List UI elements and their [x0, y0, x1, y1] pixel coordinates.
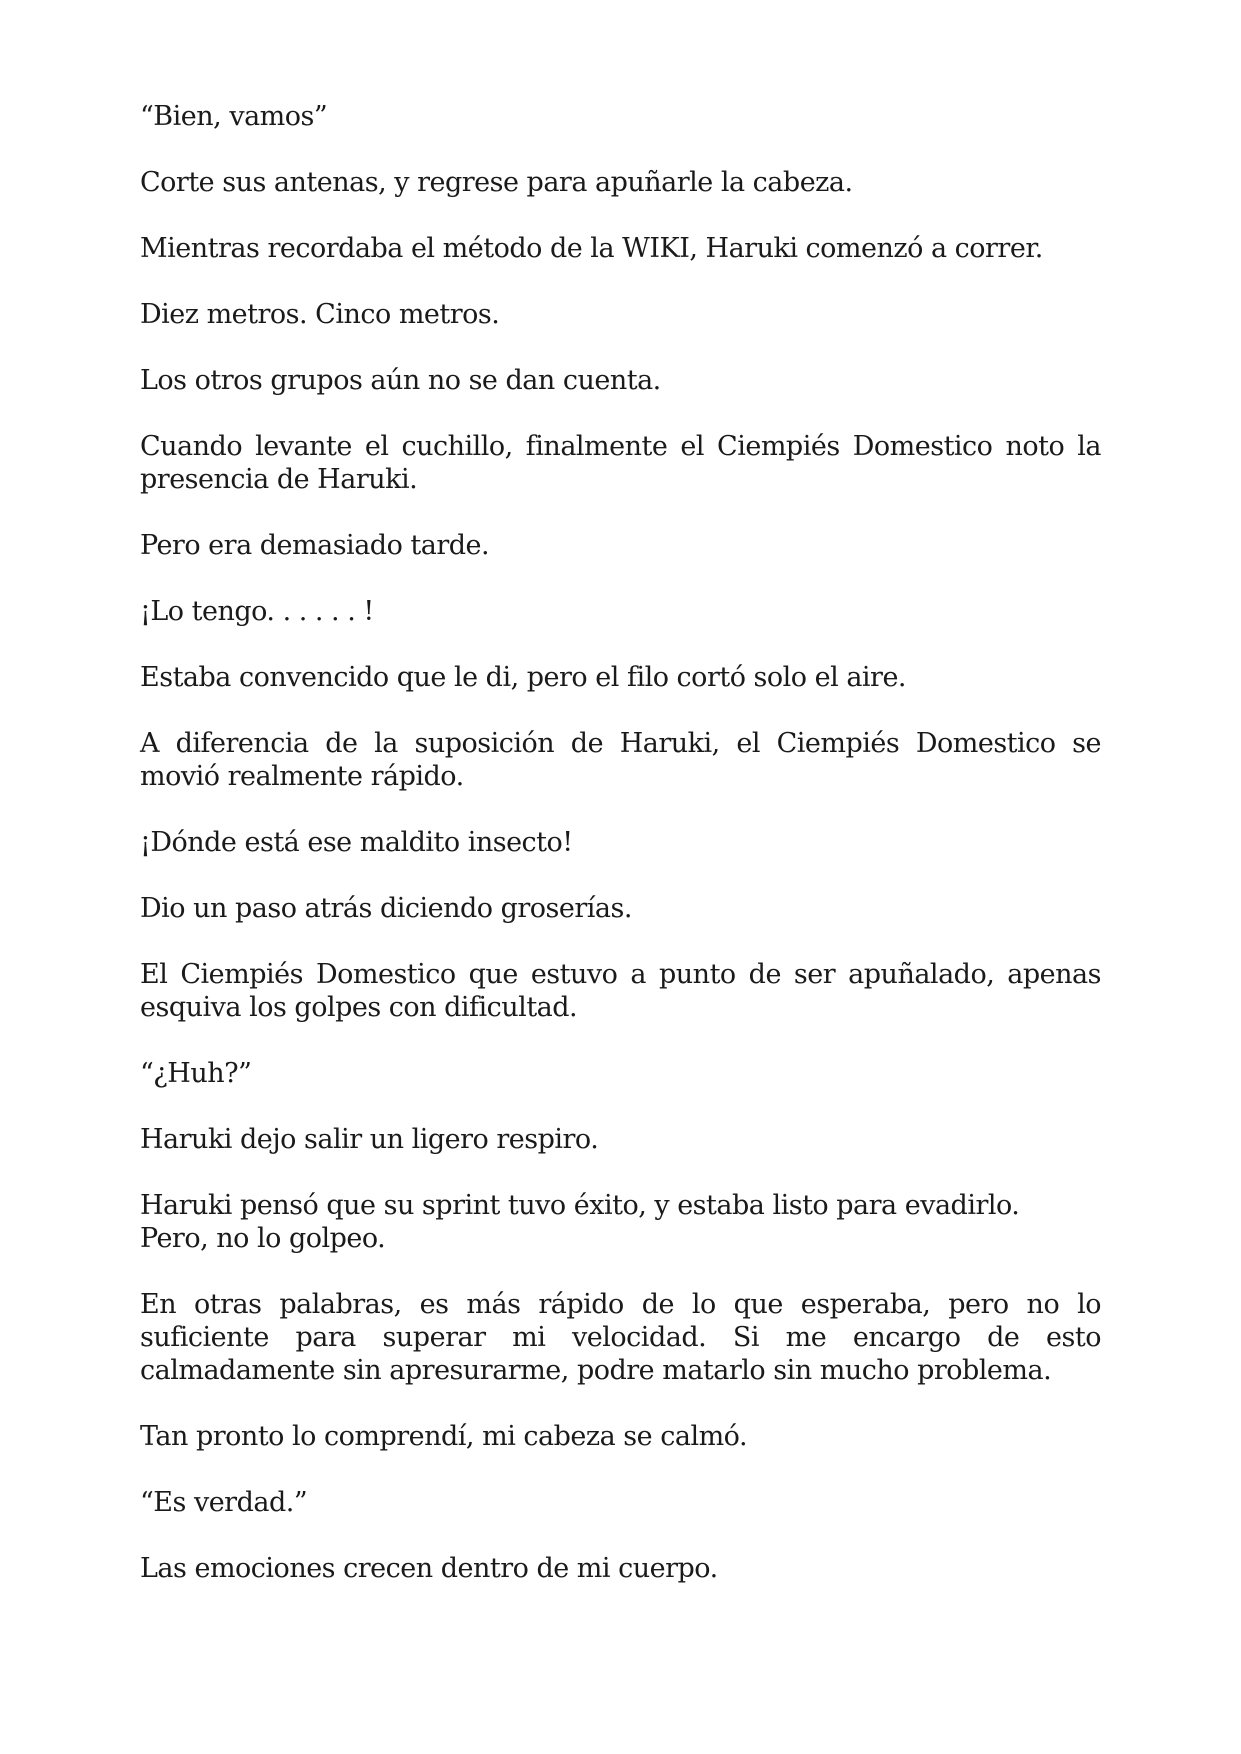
document-page	[140, 100, 1101, 1585]
paragraph: Los otros grupos aún no se dan cuenta.	[140, 365, 661, 396]
paragraph: Tan pronto lo comprendí, mi cabeza se calmó.	[140, 1421, 748, 1452]
paragraph: Haruki dejo salir un ligero respiro.	[140, 1124, 599, 1155]
paragraph: “Es verdad.”	[140, 1487, 308, 1518]
paragraph: El Ciempiés Domestico que estuvo a punto de ser apuñalado, apenas esquiva los golpes con dificultad.	[140, 959, 1101, 1023]
paragraph-line: Pero, no lo golpeo.	[140, 1223, 386, 1254]
paragraph: A diferencia de la suposición de Haruki, el Ciempiés Domestico se movió realmente rápido.	[140, 728, 1101, 792]
paragraph: Cuando levante el cuchillo, finalmente el Ciempiés Domestico noto la presencia de Haruki.	[140, 431, 1101, 495]
paragraph: Las emociones crecen dentro de mi cuerpo.	[140, 1553, 718, 1584]
paragraph-line: Haruki pensó que su sprint tuvo éxito, y estaba listo para evadirlo.	[140, 1190, 1020, 1221]
paragraph: Estaba convencido que le di, pero el filo cortó solo el aire.	[140, 662, 907, 693]
paragraph: Dio un paso atrás diciendo groserías.	[140, 893, 632, 924]
paragraph: Pero era demasiado tarde.	[140, 530, 490, 561]
paragraph	[140, 1189, 1101, 1255]
paragraph: Mientras recordaba el método de la WIKI, Haruki comenzó a correr.	[140, 233, 1043, 264]
paragraph: Diez metros. Cinco metros.	[140, 299, 500, 330]
paragraph: ¡Dónde está ese maldito insecto!	[140, 827, 573, 858]
paragraph: En otras palabras, es más rápido de lo que esperaba, pero no lo suficiente para superar mi velocidad. Si me encargo de esto calmadamente sin apresurarme, podre matarlo sin mucho problema.	[140, 1289, 1101, 1386]
paragraph: ¡Lo tengo. . . . . . !	[140, 596, 374, 627]
paragraph: “¿Huh?”	[140, 1058, 252, 1089]
paragraph: Corte sus antenas, y regrese para apuñarle la cabeza.	[140, 167, 853, 198]
paragraph: “Bien, vamos”	[140, 101, 328, 132]
